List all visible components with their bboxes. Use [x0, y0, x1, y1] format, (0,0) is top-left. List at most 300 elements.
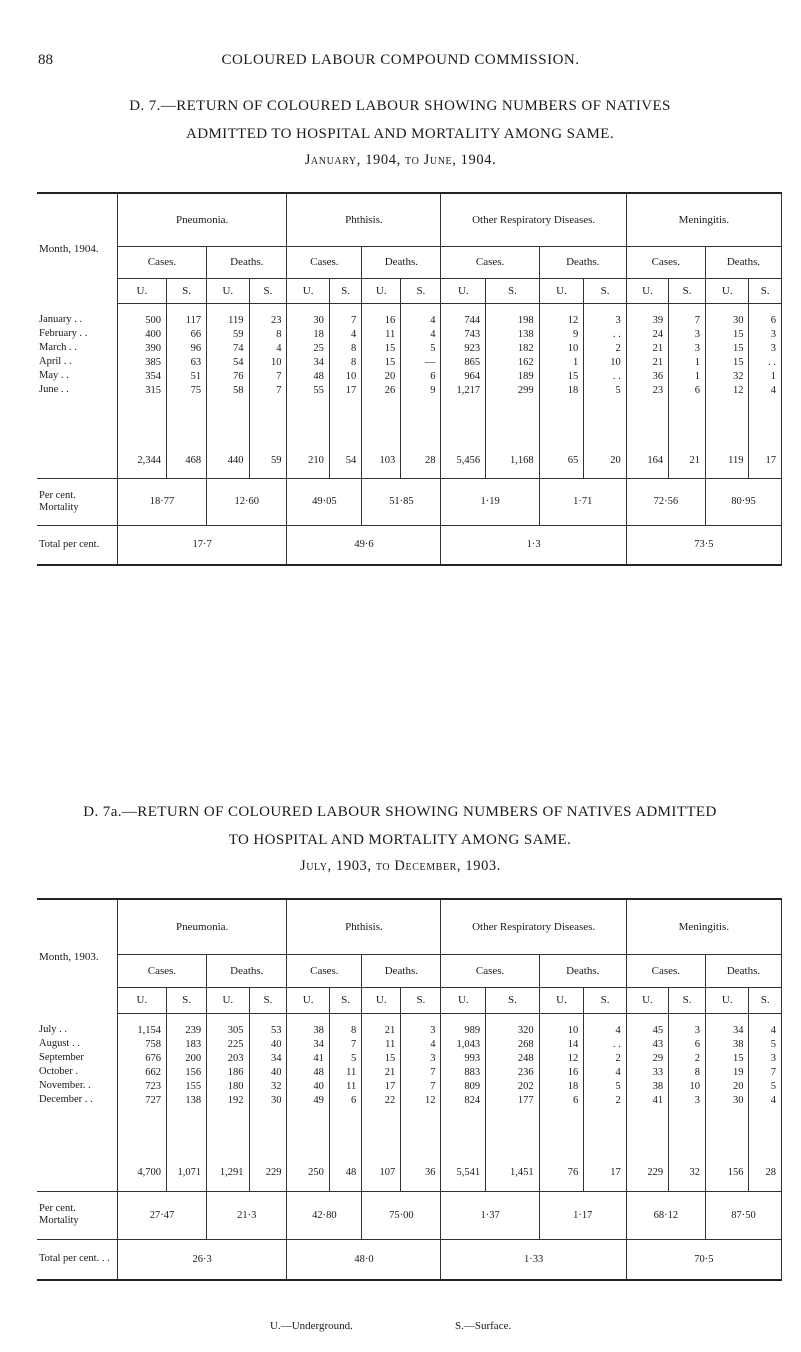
table1 [37, 192, 782, 566]
percent-cell: 75·00 [362, 1191, 441, 1239]
total-cell: 20 [584, 443, 626, 478]
data-cell: 824 [464, 1094, 481, 1106]
data-cell: 809 [464, 1080, 481, 1092]
deaths-header: Deaths. [207, 246, 287, 278]
data-cell: 1,217 [456, 384, 481, 396]
s-header: S. [401, 278, 441, 303]
deaths-header: Deaths. [207, 954, 287, 987]
data-cell: 3 [770, 328, 776, 340]
data-cell: 34 [313, 356, 324, 368]
data-cell: . . [768, 356, 776, 368]
data-cell: 34 [732, 1024, 744, 1036]
data-cell: . . [612, 370, 621, 382]
total-percent-cell: 49·6 [287, 525, 441, 565]
data-cell: 14 [567, 1038, 579, 1050]
deaths-header: Deaths. [705, 954, 781, 987]
deaths-header: Deaths. [539, 246, 626, 278]
u-header: U. [626, 987, 668, 1013]
total-cell: 1,071 [166, 1155, 206, 1191]
total-percent-cell: 70·5 [626, 1239, 781, 1280]
data-cell: 9 [573, 328, 579, 340]
s-header: S. [669, 987, 706, 1013]
data-column [705, 1013, 749, 1155]
data-cell: 744 [464, 314, 481, 326]
data-cell: 117 [185, 314, 202, 326]
data-cell: 6 [694, 384, 700, 396]
data-cell: 3 [615, 314, 621, 326]
data-column [287, 1013, 329, 1155]
month-label: January . . [39, 314, 83, 325]
data-cell: 38 [652, 1080, 664, 1092]
data-cell: 989 [464, 1024, 481, 1036]
s-header: S. [329, 987, 361, 1013]
percent-cell: 12·60 [207, 478, 287, 525]
data-cell: 1,154 [137, 1024, 161, 1036]
s-header: S. [584, 278, 626, 303]
data-cell: 74 [233, 342, 244, 354]
data-cell: 400 [145, 328, 161, 340]
month-label: July . . [39, 1024, 68, 1035]
total-cell: 54 [329, 443, 361, 478]
percent-label: Per cent. Mortality [37, 1191, 117, 1239]
total-cell: 65 [539, 443, 584, 478]
data-cell: 7 [694, 314, 700, 326]
page-header [0, 44, 801, 74]
data-cell: 4 [430, 328, 436, 340]
data-cell: 10 [610, 356, 621, 368]
total-cell: 229 [626, 1155, 668, 1191]
data-cell: 15 [732, 342, 744, 354]
month-label: March . . [39, 342, 77, 353]
data-cell: 59 [233, 328, 244, 340]
data-cell: 9 [430, 384, 436, 396]
data-cell: 51 [190, 370, 202, 382]
percent-cell: 1·19 [441, 478, 539, 525]
total-cell: 229 [249, 1155, 287, 1191]
month-label: September [39, 1052, 84, 1063]
data-cell: 500 [145, 314, 161, 326]
totals-label-cell [37, 443, 117, 478]
data-cell: 8 [350, 342, 357, 354]
percent-cell: 21·3 [207, 1191, 287, 1239]
data-cell: 8 [350, 356, 357, 368]
data-cell: 4 [350, 328, 357, 340]
total-cell: 76 [539, 1155, 584, 1191]
data-cell: 4 [770, 1024, 776, 1036]
total-cell: 250 [287, 1155, 329, 1191]
total-cell: 17 [749, 443, 782, 478]
month-label: April . . [39, 356, 72, 367]
data-cell: 225 [227, 1038, 244, 1050]
data-cell: 192 [227, 1094, 244, 1106]
u-header: U. [441, 987, 486, 1013]
percent-cell: 49·05 [287, 478, 362, 525]
data-cell: 4 [615, 1024, 621, 1036]
total-cell: 103 [362, 443, 401, 478]
disease-header: Phthisis. [287, 899, 441, 954]
u-header: U. [207, 278, 249, 303]
cases-header: Cases. [117, 246, 206, 278]
data-cell: 40 [313, 1080, 324, 1092]
data-cell: 7 [276, 370, 282, 382]
data-cell: 55 [313, 384, 324, 396]
u-header: U. [441, 278, 486, 303]
data-cell: 662 [145, 1066, 161, 1078]
data-column [584, 303, 626, 443]
data-cell: 5 [615, 1080, 621, 1092]
data-cell: 182 [517, 342, 534, 354]
data-cell: 23 [652, 384, 664, 396]
data-cell: 30 [732, 314, 744, 326]
table1-subtitle: January, 1904, to June, 1904. [304, 152, 497, 168]
u-header: U. [626, 278, 668, 303]
data-column [117, 303, 166, 443]
data-cell: 20 [384, 370, 396, 382]
month-header: Month, 1904. [37, 193, 117, 303]
data-cell: 1 [770, 370, 776, 382]
month-column [37, 1013, 117, 1155]
data-cell: 34 [313, 1038, 324, 1050]
cases-header: Cases. [287, 246, 362, 278]
data-cell: 883 [464, 1066, 481, 1078]
cases-header: Cases. [117, 954, 206, 987]
data-cell: 29 [652, 1052, 664, 1064]
u-header: U. [117, 987, 166, 1013]
data-cell: 5 [770, 1080, 776, 1092]
data-column [166, 303, 206, 443]
data-cell: 2 [694, 1052, 700, 1064]
data-cell: 5 [430, 342, 436, 354]
percent-cell: 27·47 [117, 1191, 206, 1239]
data-cell: 923 [464, 342, 481, 354]
total-cell: 1,451 [486, 1155, 540, 1191]
data-cell: 390 [145, 342, 161, 354]
data-cell: 15 [384, 356, 396, 368]
data-cell: 2 [615, 1052, 621, 1064]
data-cell: 156 [185, 1066, 202, 1078]
u-header: U. [539, 278, 584, 303]
data-cell: 22 [384, 1094, 396, 1106]
data-cell: 40 [270, 1066, 282, 1078]
u-header: U. [705, 278, 749, 303]
data-cell: 32 [732, 370, 744, 382]
data-cell: 33 [652, 1066, 664, 1078]
data-cell: 743 [464, 328, 481, 340]
data-cell: 58 [233, 384, 244, 396]
percent-cell: 18·77 [117, 478, 206, 525]
total-cell: 1,291 [207, 1155, 249, 1191]
data-cell: 3 [770, 342, 776, 354]
data-cell: 19 [732, 1066, 744, 1078]
data-cell: 180 [227, 1080, 244, 1092]
total-cell: 440 [207, 443, 249, 478]
data-cell: 10 [345, 370, 357, 382]
percent-cell: 1·37 [441, 1191, 539, 1239]
data-column [486, 303, 540, 443]
percent-cell: 68·12 [626, 1191, 705, 1239]
data-cell: . . [612, 1038, 621, 1050]
data-column [329, 1013, 361, 1155]
data-cell: 16 [567, 1066, 579, 1078]
total-cell: 107 [362, 1155, 401, 1191]
data-cell: 48 [313, 370, 324, 382]
table1-title-line1: D. 7.—RETURN OF COLOURED LABOUR SHOWING NUMBERS OF NATIVES [129, 98, 671, 114]
data-cell: 38 [313, 1024, 324, 1036]
disease-header: Phthisis. [287, 193, 441, 246]
month-header: Month, 1903. [37, 899, 117, 1013]
data-cell: 20 [732, 1080, 744, 1092]
total-cell: 17 [584, 1155, 626, 1191]
data-cell: 202 [517, 1080, 534, 1092]
disease-header: Other Respiratory Diseases. [441, 193, 626, 246]
data-cell: 21 [384, 1066, 396, 1078]
data-column [287, 303, 329, 443]
data-cell: 7 [276, 384, 282, 396]
data-cell: 3 [770, 1052, 776, 1064]
data-cell: 676 [145, 1052, 161, 1064]
data-cell: 236 [517, 1066, 534, 1078]
percent-cell: 51·85 [362, 478, 441, 525]
data-cell: . . [612, 328, 621, 340]
data-cell: 1 [694, 370, 700, 382]
data-cell: 15 [567, 370, 579, 382]
data-column [401, 1013, 441, 1155]
cases-header: Cases. [441, 246, 539, 278]
total-percent-cell: 73·5 [626, 525, 781, 565]
data-cell: 305 [227, 1024, 244, 1036]
data-cell: 26 [384, 384, 396, 396]
data-cell: 15 [732, 356, 744, 368]
data-column [207, 303, 249, 443]
data-column [669, 303, 706, 443]
total-percent-cell: 1·33 [441, 1239, 626, 1280]
cases-header: Cases. [626, 246, 705, 278]
data-cell: 320 [517, 1024, 534, 1036]
s-header: S. [486, 987, 540, 1013]
disease-header: Meningitis. [626, 193, 781, 246]
percent-cell: 80·95 [705, 478, 781, 525]
data-column [401, 303, 441, 443]
data-cell: 183 [185, 1038, 202, 1050]
u-header: U. [207, 987, 249, 1013]
total-cell: 28 [749, 1155, 782, 1191]
data-cell: 5 [350, 1052, 357, 1064]
data-cell: 4 [430, 314, 436, 326]
data-cell: 299 [517, 384, 534, 396]
data-cell: 758 [145, 1038, 161, 1050]
s-header: S. [749, 987, 782, 1013]
legend-surface: S.—Surface. [455, 1320, 512, 1332]
cases-header: Cases. [287, 954, 362, 987]
total-cell: 1,168 [486, 443, 540, 478]
data-column [441, 303, 486, 443]
data-cell: 1 [694, 356, 700, 368]
data-cell: 385 [145, 356, 161, 368]
page-number: 88 [38, 52, 53, 68]
data-column [249, 303, 287, 443]
month-label: February . . [39, 328, 88, 339]
s-header: S. [249, 278, 287, 303]
data-cell: 39 [652, 314, 664, 326]
data-cell: 75 [190, 384, 202, 396]
data-cell: 66 [190, 328, 202, 340]
data-cell: 200 [185, 1052, 202, 1064]
total-percent-label: Total per cent. . . [37, 1239, 117, 1280]
data-cell: 315 [145, 384, 161, 396]
data-cell: 10 [567, 342, 579, 354]
data-cell: 4 [276, 342, 282, 354]
data-cell: 4 [770, 384, 776, 396]
data-column [362, 1013, 401, 1155]
u-header: U. [287, 987, 329, 1013]
s-header: S. [584, 987, 626, 1013]
percent-cell: 1·71 [539, 478, 626, 525]
data-cell: 11 [385, 1038, 396, 1050]
data-cell: 3 [430, 1024, 436, 1036]
data-cell: 268 [517, 1038, 534, 1050]
data-cell: 11 [346, 1080, 357, 1092]
legend-underground: U.—Underground. [270, 1320, 353, 1332]
deaths-header: Deaths. [362, 954, 441, 987]
data-cell: 21 [652, 356, 664, 368]
data-cell: 12 [567, 1052, 579, 1064]
table2-title-line2: TO HOSPITAL AND MORTALITY AMONG SAME. [228, 832, 572, 848]
total-percent-label: Total per cent. [37, 525, 117, 565]
data-cell: 239 [185, 1024, 202, 1036]
month-label: December . . [39, 1094, 93, 1105]
data-column [705, 303, 749, 443]
data-cell: 16 [384, 314, 396, 326]
percent-cell: 42·80 [287, 1191, 362, 1239]
total-percent-cell: 48·0 [287, 1239, 441, 1280]
data-cell: 15 [732, 1052, 744, 1064]
month-label: June . . [39, 384, 69, 395]
data-cell: 76 [233, 370, 244, 382]
month-label: May . . [39, 370, 69, 381]
total-cell: 21 [669, 443, 706, 478]
s-header: S. [329, 278, 361, 303]
data-cell: 727 [145, 1094, 161, 1106]
data-column [362, 303, 401, 443]
table1-title-line2: ADMITTED TO HOSPITAL AND MORTALITY AMONG SAME. [185, 126, 614, 142]
data-cell: 30 [732, 1094, 744, 1106]
data-cell: 53 [270, 1024, 282, 1036]
data-column [441, 1013, 486, 1155]
percent-label: Per cent. Mortality [37, 478, 117, 525]
data-cell: 49 [313, 1094, 324, 1106]
u-header: U. [362, 278, 401, 303]
data-cell: 138 [517, 328, 534, 340]
data-column [626, 303, 668, 443]
disease-header: Pneumonia. [117, 899, 287, 954]
total-cell: 468 [166, 443, 206, 478]
data-cell: 5 [615, 384, 621, 396]
data-cell: 248 [517, 1052, 534, 1064]
data-column [166, 1013, 206, 1155]
data-cell: 6 [770, 314, 776, 326]
data-column [486, 1013, 540, 1155]
data-cell: 15 [732, 328, 744, 340]
total-cell: 36 [401, 1155, 441, 1191]
data-cell: 41 [652, 1094, 664, 1106]
table2-title-line1: D. 7a.—RETURN OF COLOURED LABOUR SHOWING NUMBERS OF NATIVES ADMITTED [83, 804, 717, 820]
data-cell: 7 [350, 1038, 357, 1050]
table2-title [30, 798, 770, 854]
running-title: COLOURED LABOUR COMPOUND COMMISSION. [221, 52, 580, 68]
data-cell: 7 [430, 1066, 436, 1078]
table2 [37, 898, 782, 1281]
data-cell: 17 [384, 1080, 396, 1092]
total-percent-cell: 17·7 [117, 525, 287, 565]
cases-header: Cases. [626, 954, 705, 987]
u-header: U. [287, 278, 329, 303]
data-cell: 6 [430, 370, 436, 382]
cases-header: Cases. [441, 954, 539, 987]
total-cell: 119 [705, 443, 749, 478]
data-cell: 15 [384, 342, 396, 354]
data-cell: 177 [517, 1094, 534, 1106]
total-cell: 32 [669, 1155, 706, 1191]
data-cell: 723 [145, 1080, 161, 1092]
data-column [749, 1013, 782, 1155]
data-cell: 36 [652, 370, 664, 382]
data-cell: 203 [227, 1052, 244, 1064]
data-cell: 138 [185, 1094, 202, 1106]
total-percent-cell: 1·3 [441, 525, 626, 565]
data-cell: 162 [517, 356, 534, 368]
data-cell: 3 [694, 328, 700, 340]
table1-title [30, 92, 770, 148]
s-header: S. [486, 278, 540, 303]
total-cell: 4,700 [117, 1155, 166, 1191]
u-header: U. [539, 987, 584, 1013]
data-cell: 18 [567, 384, 579, 396]
data-cell: 25 [313, 342, 324, 354]
data-cell: 7 [430, 1080, 436, 1092]
data-cell: 12 [732, 384, 744, 396]
data-cell: 10 [270, 356, 282, 368]
data-cell: — [424, 356, 436, 368]
s-header: S. [401, 987, 441, 1013]
data-cell: 6 [694, 1038, 700, 1050]
data-cell: 4 [770, 1094, 776, 1106]
data-cell: 12 [567, 314, 579, 326]
data-cell: 32 [270, 1080, 282, 1092]
data-cell: 18 [567, 1080, 579, 1092]
data-column [539, 1013, 584, 1155]
percent-cell: 1·17 [539, 1191, 626, 1239]
s-header: S. [166, 987, 206, 1013]
total-cell: 48 [329, 1155, 361, 1191]
data-cell: 4 [430, 1038, 436, 1050]
data-cell: 8 [694, 1066, 700, 1078]
data-column [329, 303, 361, 443]
data-cell: 198 [517, 314, 534, 326]
data-cell: 54 [233, 356, 244, 368]
month-label: November. . [39, 1080, 91, 1091]
data-cell: 48 [313, 1066, 324, 1078]
data-cell: 10 [567, 1024, 579, 1036]
data-cell: 12 [424, 1094, 436, 1106]
s-header: S. [669, 278, 706, 303]
data-cell: 96 [190, 342, 202, 354]
data-cell: 40 [270, 1038, 282, 1050]
total-cell: 5,541 [441, 1155, 486, 1191]
data-column [249, 1013, 287, 1155]
data-cell: 5 [770, 1038, 776, 1050]
data-cell: 11 [346, 1066, 357, 1078]
data-column [749, 303, 782, 443]
